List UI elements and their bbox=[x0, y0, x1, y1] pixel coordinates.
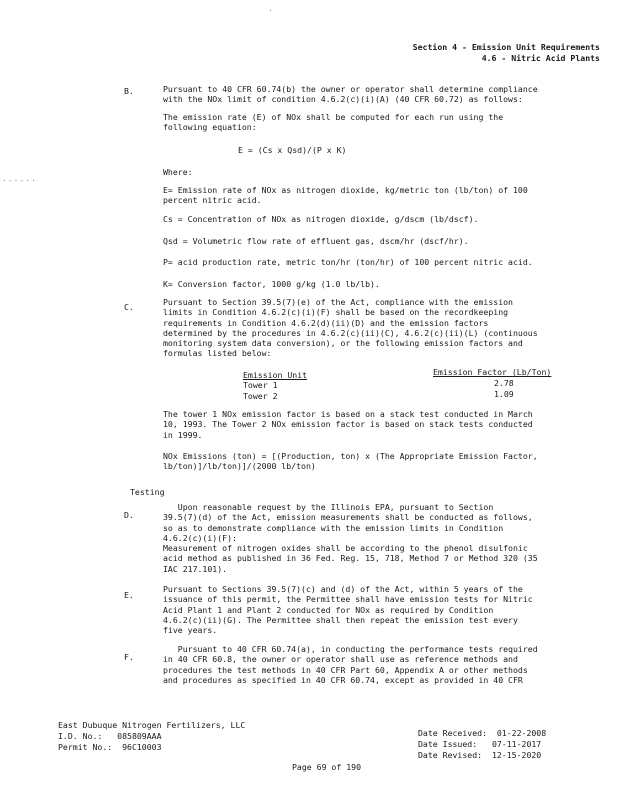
definition-qsd: Qsd = Volumetric flow rate of effluent gas, dscm/hr (dscf/hr). bbox=[163, 236, 469, 246]
item-label-e: E. bbox=[124, 590, 134, 600]
table-header-factor: Emission Factor (Lb/Ton) bbox=[433, 367, 552, 377]
table-header-unit: Emission Unit bbox=[243, 370, 308, 380]
paragraph-c-1: Pursuant to Section 39.5(7)(e) of the Act, compliance with the emission limits in Condition 4.6.2(c)(i)(F) shall be based on the recordkeeping requirements in Condition 4.6.2(d)(ii)(D) and the emission factors determined by the procedures in 4.6.2(c)(ii)(C), 4.6.2(c)(ii)(L) (continuous monitoring system data conversion), or the following emission factors and formulas listed below: bbox=[163, 297, 538, 359]
footer-company: East Dubuque Nitrogen Fertilizers, LLC bbox=[58, 720, 246, 730]
table-row-unit: Tower 2 bbox=[243, 391, 278, 401]
item-label-c: C. bbox=[124, 302, 134, 312]
testing-heading: Testing bbox=[130, 487, 165, 497]
footer-permit: Permit No.: 96C10003 bbox=[58, 742, 162, 752]
paragraph-c-2: The tower 1 NOx emission factor is based on a stack test conducted in March 10, 1993. The Tower 2 NOx emission factor is based on stack tests conducted in 1999. bbox=[163, 409, 533, 440]
paragraph-b-1: Pursuant to 40 CFR 60.74(b) the owner or operator shall determine compliance with the NOx limit of condition 4.6.2(c)(i)(A) (40 CFR 60.72) as follows: bbox=[163, 84, 538, 105]
scan-speck: ·-·-·· bbox=[2, 176, 37, 185]
where-label: Where: bbox=[163, 167, 193, 177]
footer-date-revised: Date Revised: 12-15-2020 bbox=[418, 750, 542, 760]
item-label-f: F. bbox=[124, 652, 134, 662]
page-number: Page 69 of 190 bbox=[292, 762, 362, 772]
paragraph-d: Upon reasonable request by the Illinois EPA, pursuant to Section 39.5(7)(d) of the Act, emission measurements shall be conducted as follows, so as to demonstrate compliance with the emission limits in Condition 4.6.2(c)(i)(F): Measurement of nitrogen oxides shall be according to the phenol disulfonic acid method as published in 36 Fed. Reg. 15, 718, Method 7 or Method 320 (35 IAC 217.101). bbox=[163, 502, 538, 574]
scan-speck: · bbox=[268, 6, 273, 15]
subsection-header: 4.6 - Nitric Acid Plants bbox=[481, 53, 600, 63]
section-header: Section 4 - Emission Unit Requirements bbox=[412, 42, 600, 52]
definition-cs: Cs = Concentration of NOx as nitrogen dioxide, g/dscm (lb/dscf). bbox=[163, 214, 479, 224]
table-row-factor: 2.78 bbox=[494, 378, 514, 388]
definition-p: P= acid production rate, metric ton/hr (ton/hr) of 100 percent nitric acid. bbox=[163, 257, 533, 267]
definition-k: K= Conversion factor, 1000 g/kg (1.0 lb/lb). bbox=[163, 279, 380, 289]
table-row-unit: Tower 1 bbox=[243, 380, 278, 390]
item-label-b: B. bbox=[124, 86, 134, 96]
item-label-d: D. bbox=[124, 510, 134, 520]
definition-e: E= Emission rate of NOx as nitrogen dioxide, kg/metric ton (lb/ton) of 100 percent nitric acid. bbox=[163, 185, 528, 206]
paragraph-f: Pursuant to 40 CFR 60.74(a), in conducting the performance tests required in 40 CFR 60.8, the owner or operator shall use as reference methods and procedures the test methods in 40 CFR Part 60, Appendix A or other methods and procedures as specified in 40 CFR 60.74, except as provided in 40 CFR bbox=[163, 644, 538, 685]
emissions-formula: NOx Emissions (ton) = [(Production, ton) x (The Appropriate Emission Factor, lb/ton)]/lb/ton)]/(2000 lb/ton) bbox=[163, 451, 538, 472]
table-row-factor: 1.09 bbox=[494, 389, 514, 399]
paragraph-b-2: The emission rate (E) of NOx shall be computed for each run using the following equation: bbox=[163, 112, 504, 133]
footer-id: I.D. No.: 085809AAA bbox=[58, 731, 162, 741]
footer-date-received: Date Received: 01-22-2008 bbox=[418, 728, 547, 738]
paragraph-e: Pursuant to Sections 39.5(7)(c) and (d) of the Act, within 5 years of the issuance of this permit, the Permittee shall have emission tests for Nitric Acid Plant 1 and Plant 2 conducted for NOx as required by Condition 4.6.2(c)(ii)(G). The Permittee shall then repeat the emission test every five years. bbox=[163, 584, 533, 635]
equation: E = (Cs x Qsd)/(P x K) bbox=[238, 145, 347, 155]
footer-date-issued: Date Issued: 07-11-2017 bbox=[418, 739, 542, 749]
